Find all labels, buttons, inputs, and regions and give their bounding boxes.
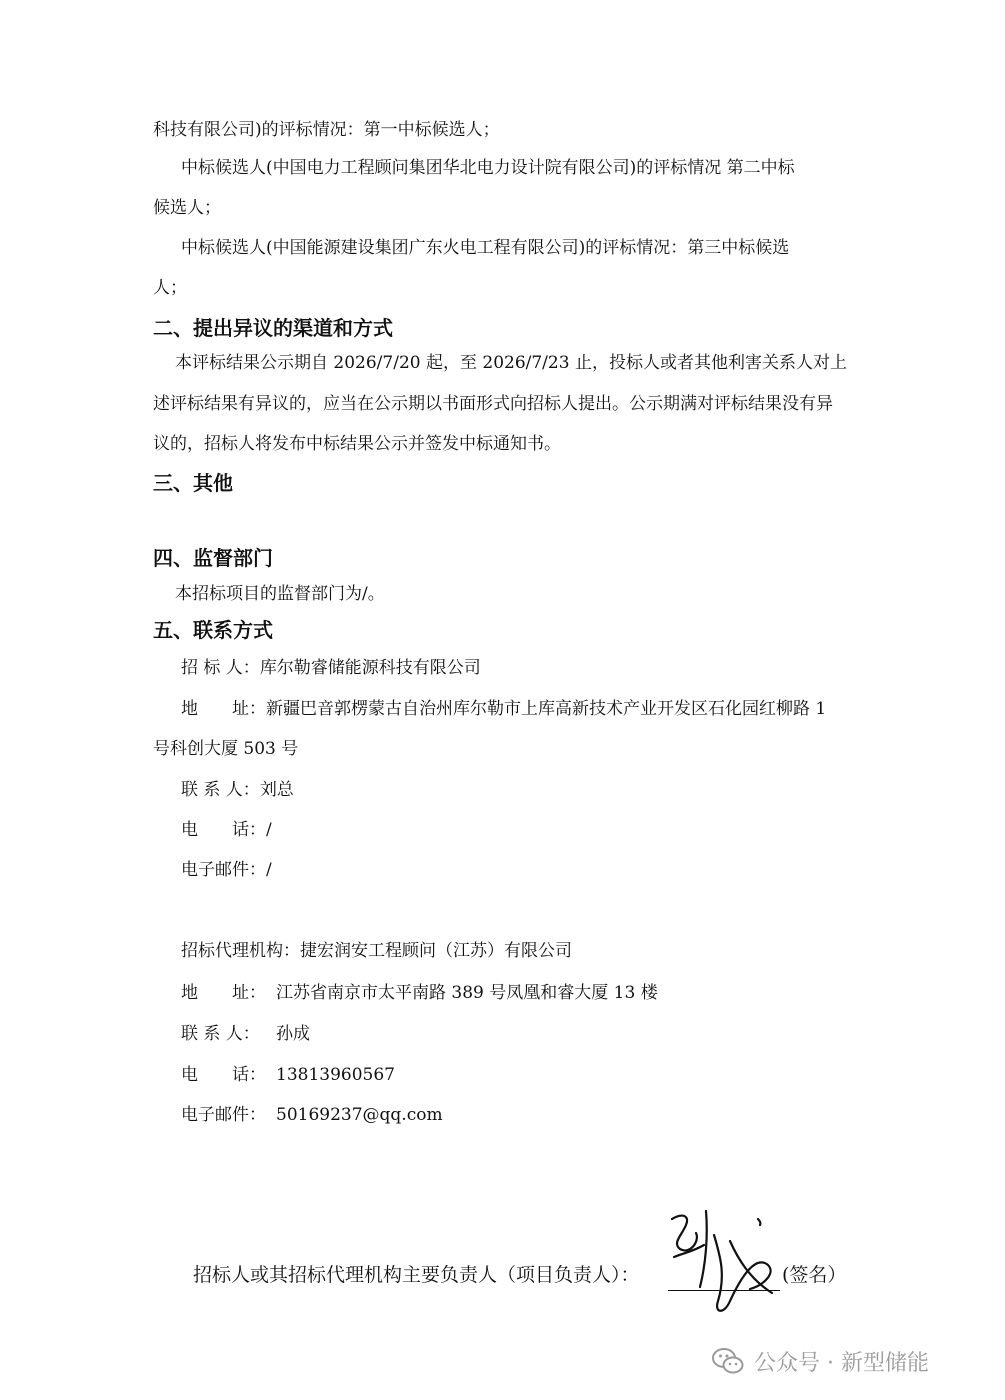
field-label: 电子邮件： bbox=[181, 1105, 266, 1125]
field-label: 招 标 人： bbox=[181, 658, 260, 678]
watermark bbox=[712, 1345, 929, 1377]
agency-name-row bbox=[181, 940, 572, 962]
paragraph-line: 本评标结果公示期自 2026/7/20 起，至 2026/7/23 止，投标人或者其他利害关系人对上 bbox=[175, 353, 847, 373]
tenderer-name-row bbox=[181, 657, 481, 679]
paragraph-line: 中标候选人(中国电力工程顾问集团华北电力设计院有限公司)的评标情况 第二中标 bbox=[181, 158, 795, 178]
field-label: 招标代理机构： bbox=[181, 941, 300, 961]
tenderer-address-row bbox=[181, 698, 826, 720]
field-label: 电 话： bbox=[181, 820, 266, 840]
field-label: 联 系 人： bbox=[181, 780, 260, 800]
field-value: 捷宏润安工程顾问（江苏）有限公司 bbox=[300, 941, 572, 961]
agency-email-row bbox=[181, 1104, 443, 1126]
field-value: 江苏省南京市太平南路 389 号凤凰和睿大厦 13 楼 bbox=[276, 983, 658, 1003]
field-value: 13813960567 bbox=[276, 1065, 395, 1085]
field-label: 地 址： bbox=[181, 699, 266, 719]
field-value: 新疆巴音郭楞蒙古自治州库尔勒市上库高新技术产业开发区石化园红柳路 1 bbox=[266, 699, 827, 719]
field-label: 电 话： bbox=[181, 1065, 266, 1085]
signature-label: 招标人或其招标代理机构主要负责人（项目负责人）： bbox=[193, 1264, 640, 1286]
tenderer-phone-row bbox=[181, 819, 272, 841]
tenderer-contact-row bbox=[181, 779, 294, 801]
section-heading: 二、提出异议的渠道和方式 bbox=[153, 316, 393, 340]
section-heading: 三、其他 bbox=[153, 471, 233, 495]
field-value: 50169237@qq.com bbox=[276, 1105, 443, 1125]
agency-contact-row bbox=[181, 1023, 310, 1045]
paragraph-line: 中标候选人(中国能源建设集团广东火电工程有限公司)的评标情况：第三中标候选 bbox=[181, 238, 790, 258]
field-label: 电子邮件： bbox=[181, 860, 266, 880]
section-heading: 四、监督部门 bbox=[153, 546, 273, 570]
agency-address-row bbox=[181, 982, 658, 1004]
paragraph-line: 科技有限公司)的评标情况：第一中标候选人； bbox=[153, 120, 500, 140]
field-value: 库尔勒睿储能源科技有限公司 bbox=[259, 658, 481, 678]
agency-phone-row bbox=[181, 1064, 395, 1086]
paragraph-line: 号科创大厦 503 号 bbox=[153, 739, 299, 759]
field-label: 地 址： bbox=[181, 983, 266, 1003]
tenderer-email-row bbox=[181, 859, 272, 881]
handwritten-signature bbox=[660, 1205, 790, 1320]
paragraph-line: 议的，招标人将发布中标结果公示并签发中标通知书。 bbox=[153, 434, 561, 454]
paragraph-line: 候选人； bbox=[153, 198, 221, 218]
paragraph-line: 本招标项目的监督部门为/。 bbox=[175, 584, 385, 604]
field-value: 刘总 bbox=[259, 780, 294, 800]
paragraph-line: 述评标结果有异议的，应当在公示期以书面形式向招标人提出。公示期满对评标结果没有异 bbox=[153, 394, 833, 414]
section-heading: 五、联系方式 bbox=[153, 618, 273, 642]
wechat-icon bbox=[712, 1346, 744, 1376]
paragraph-line: 人； bbox=[153, 278, 187, 298]
field-value: / bbox=[266, 820, 272, 840]
signature-suffix: (签名） bbox=[782, 1264, 847, 1286]
watermark-text: 公众号 · 新型储能 bbox=[754, 1350, 929, 1376]
field-label: 联 系 人： bbox=[181, 1024, 260, 1044]
field-value: 孙成 bbox=[276, 1024, 310, 1044]
field-value: / bbox=[266, 860, 272, 880]
